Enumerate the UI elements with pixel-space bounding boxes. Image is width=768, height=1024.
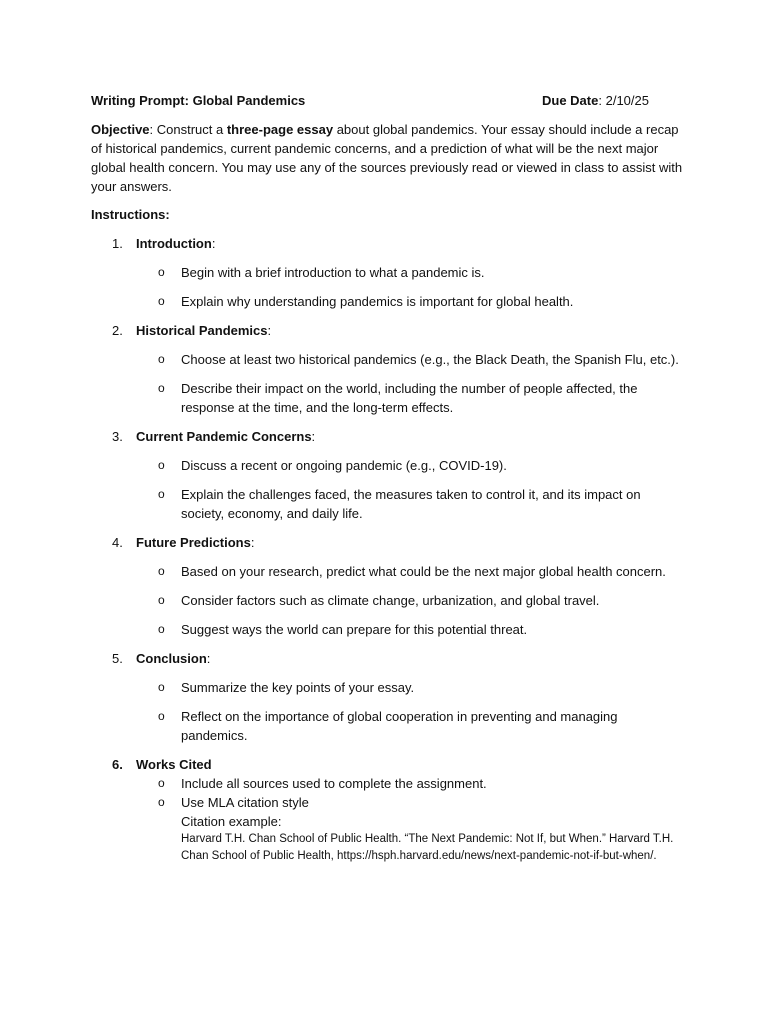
section-colon: : xyxy=(211,236,216,251)
bullet-text: Suggest ways the world can prepare for this potential threat. xyxy=(181,622,528,637)
section-number: 5. xyxy=(112,651,123,666)
hollow-bullet-icon: o xyxy=(158,294,165,308)
bullet-text: Begin with a brief introduction to what a pandemic is. xyxy=(181,265,485,280)
section-introduction xyxy=(91,234,691,311)
section-current-pandemic-concerns xyxy=(91,427,691,523)
assignment-title: Writing Prompt: Global Pandemics xyxy=(91,93,306,108)
due-date-separator: : xyxy=(598,93,602,108)
section-number: 3. xyxy=(112,429,123,444)
hollow-bullet-icon: o xyxy=(158,352,165,366)
bullet-item xyxy=(136,707,681,745)
section-heading xyxy=(136,535,254,550)
objective-bold-phrase: three-page essay xyxy=(226,122,334,137)
section-heading xyxy=(136,651,210,666)
section-colon: : xyxy=(250,535,255,550)
section-heading xyxy=(136,323,271,338)
bullet-text: Use MLA citation style xyxy=(181,795,309,810)
section-title: Historical Pandemics xyxy=(136,323,268,338)
bullet-text: Based on your research, predict what could be the next major global health concern. xyxy=(181,564,666,579)
bullet-text: Choose at least two historical pandemics (e.g., the Black Death, the Spanish Flu, etc.). xyxy=(181,352,679,367)
section-title: Future Predictions xyxy=(136,535,251,550)
section-colon: : xyxy=(206,651,211,666)
bullet-item xyxy=(136,620,681,639)
section-historical-pandemics xyxy=(91,321,691,417)
bullet-list xyxy=(136,562,691,639)
bullet-text: Consider factors such as climate change, urbanization, and global travel. xyxy=(181,593,600,608)
hollow-bullet-icon: o xyxy=(158,593,165,607)
objective-label: Objective xyxy=(91,122,150,137)
section-number: 4. xyxy=(112,535,123,550)
section-title: Introduction xyxy=(136,236,212,251)
bullet-text: Discuss a recent or ongoing pandemic (e.g., COVID-19). xyxy=(181,458,507,473)
bullet-text: Include all sources used to complete the assignment. xyxy=(181,776,487,791)
section-conclusion xyxy=(91,649,691,745)
bullet-list xyxy=(136,678,691,745)
due-date-value: 2/10/25 xyxy=(601,93,649,108)
hollow-bullet-icon: o xyxy=(158,265,165,279)
citation-example-label: Citation example: xyxy=(181,814,282,829)
section-number: 2. xyxy=(112,323,123,338)
hollow-bullet-icon: o xyxy=(158,458,165,472)
due-date xyxy=(542,91,649,110)
citation-example-text: Harvard T.H. Chan School of Public Health. “The Next Pandemic: Not If, but When.” Harvard T.H. Chan School of Public Health, https://hsph.harvard.edu/news/next-pandemic-not-if-but-when/. xyxy=(181,833,674,862)
section-title: Conclusion xyxy=(136,651,207,666)
section-number: 6. xyxy=(112,757,123,772)
due-date-label: Due Date xyxy=(542,93,599,108)
bullet-list xyxy=(136,456,691,523)
bullet-item xyxy=(136,793,681,812)
instructions-heading: Instructions: xyxy=(91,207,170,222)
bullet-item xyxy=(136,562,681,581)
bullet-item xyxy=(136,774,681,793)
section-colon: : xyxy=(267,323,272,338)
bullet-text: Explain the challenges faced, the measures taken to control it, and its impact on society, economy, and daily life. xyxy=(181,487,641,521)
section-heading xyxy=(136,429,315,444)
section-title: Works Cited xyxy=(136,757,212,772)
section-works-cited xyxy=(91,755,691,865)
header-row xyxy=(91,91,691,111)
objective-text-a: : Construct a xyxy=(149,122,227,137)
bullet-list xyxy=(136,350,691,417)
bullet-text: Explain why understanding pandemics is important for global health. xyxy=(181,294,574,309)
section-number: 1. xyxy=(112,236,123,251)
section-future-predictions xyxy=(91,533,691,639)
section-colon: : xyxy=(311,429,316,444)
bullet-text: Summarize the key points of your essay. xyxy=(181,680,415,695)
bullet-item xyxy=(136,350,681,369)
objective-paragraph xyxy=(91,120,683,196)
hollow-bullet-icon: o xyxy=(158,776,165,790)
instruction-sections xyxy=(91,234,691,865)
hollow-bullet-icon: o xyxy=(158,622,165,636)
bullet-item xyxy=(136,292,681,311)
hollow-bullet-icon: o xyxy=(158,680,165,694)
bullet-item xyxy=(136,379,681,417)
section-title: Current Pandemic Concerns xyxy=(136,429,312,444)
bullet-item xyxy=(136,456,681,475)
hollow-bullet-icon: o xyxy=(158,381,165,395)
section-heading xyxy=(136,236,215,251)
hollow-bullet-icon: o xyxy=(158,564,165,578)
objective-text-b: about global pandemics. Your essay should include a recap of historical pandemics, current pandemic concerns, and a prediction of what will be the next major global health concern. You may use any of the sources previously read or viewed in class to assist with your answers. xyxy=(91,122,683,194)
bullet-item xyxy=(136,678,681,697)
hollow-bullet-icon: o xyxy=(158,709,165,723)
hollow-bullet-icon: o xyxy=(158,487,165,501)
bullet-item xyxy=(136,485,681,523)
bullet-item xyxy=(136,591,681,610)
bullet-text: Describe their impact on the world, including the number of people affected, the response at the time, and the long-term effects. xyxy=(181,381,638,415)
hollow-bullet-icon: o xyxy=(158,795,165,809)
bullet-item xyxy=(136,263,681,282)
bullet-list xyxy=(136,774,691,812)
bullet-text: Reflect on the importance of global cooperation in preventing and managing pandemics. xyxy=(181,709,618,743)
document-content xyxy=(91,91,691,875)
bullet-list xyxy=(136,263,691,311)
